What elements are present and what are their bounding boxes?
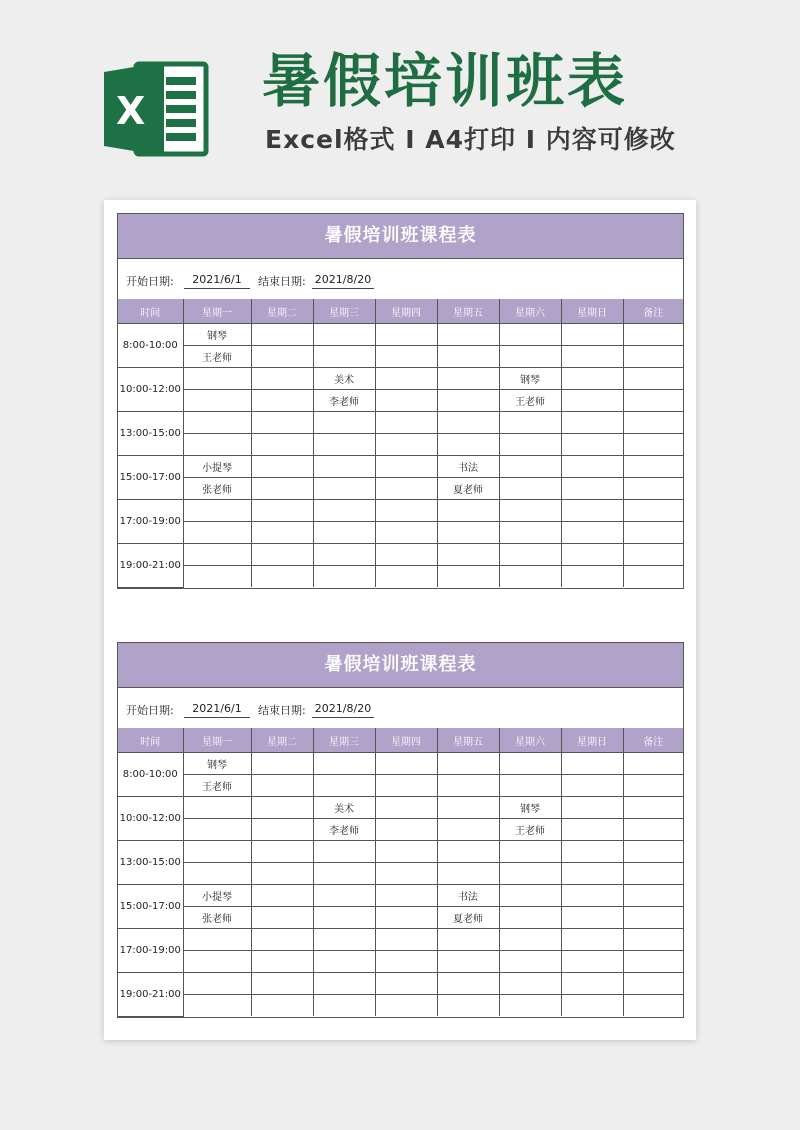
schedule-cell[interactable]: 钢琴 — [499, 368, 561, 390]
schedule-cell[interactable] — [183, 841, 251, 863]
table-row — [118, 973, 683, 995]
time-slot-cell[interactable]: 19:00-21:00 — [118, 973, 183, 1017]
schedule-cell[interactable] — [251, 973, 313, 995]
schedule-cell[interactable] — [623, 929, 683, 951]
schedule-cell[interactable] — [313, 434, 375, 456]
schedule-cell[interactable] — [561, 500, 623, 522]
column-header: 星期五 — [437, 299, 499, 324]
schedule-cell[interactable] — [437, 434, 499, 456]
schedule-cell[interactable] — [375, 566, 437, 588]
schedule-cell[interactable] — [251, 390, 313, 412]
schedule-cell[interactable] — [561, 456, 623, 478]
schedule-cell[interactable] — [251, 863, 313, 885]
schedule-cell[interactable] — [375, 951, 437, 973]
schedule-cell[interactable] — [313, 412, 375, 434]
column-header: 备注 — [623, 299, 683, 324]
schedule-cell[interactable] — [313, 324, 375, 346]
schedule-cell[interactable] — [313, 522, 375, 544]
schedule-cell[interactable] — [313, 973, 375, 995]
schedule-cell[interactable] — [561, 841, 623, 863]
schedule-cell[interactable] — [623, 951, 683, 973]
schedule-cell[interactable] — [375, 346, 437, 368]
schedule-cell[interactable] — [499, 841, 561, 863]
schedule-cell[interactable] — [561, 390, 623, 412]
column-header: 星期一 — [183, 299, 251, 324]
document-paper — [104, 200, 696, 1040]
schedule-cell[interactable]: 书法 — [437, 885, 499, 907]
schedule-cell[interactable] — [183, 819, 251, 841]
schedule-cell[interactable] — [561, 819, 623, 841]
schedule-cell[interactable] — [499, 753, 561, 775]
schedule-table-1 — [117, 213, 684, 589]
date-row — [118, 259, 683, 299]
table-row — [118, 566, 683, 588]
schedule-cell[interactable]: 钢琴 — [183, 324, 251, 346]
schedule-cell[interactable] — [313, 951, 375, 973]
schedule-cell[interactable] — [561, 368, 623, 390]
schedule-grid — [118, 728, 683, 1017]
schedule-cell[interactable] — [437, 819, 499, 841]
schedule-cell[interactable] — [623, 995, 683, 1017]
schedule-cell[interactable] — [251, 775, 313, 797]
table-row — [118, 324, 683, 346]
schedule-cell[interactable] — [375, 522, 437, 544]
time-slot-cell[interactable]: 19:00-21:00 — [118, 544, 183, 588]
schedule-cell[interactable]: 美术 — [313, 797, 375, 819]
date-row — [118, 688, 683, 728]
schedule-cell[interactable] — [561, 863, 623, 885]
column-header: 备注 — [623, 728, 683, 753]
schedule-cell[interactable] — [375, 368, 437, 390]
schedule-cell[interactable] — [437, 412, 499, 434]
schedule-cell[interactable] — [375, 544, 437, 566]
schedule-cell[interactable] — [623, 907, 683, 929]
table-row — [118, 412, 683, 434]
schedule-cell[interactable]: 张老师 — [183, 478, 251, 500]
schedule-cell[interactable]: 钢琴 — [499, 797, 561, 819]
column-header: 星期日 — [561, 299, 623, 324]
schedule-cell[interactable] — [623, 324, 683, 346]
schedule-cell[interactable] — [437, 797, 499, 819]
schedule-cell[interactable] — [437, 500, 499, 522]
column-header: 星期三 — [313, 728, 375, 753]
schedule-cell[interactable]: 张老师 — [183, 907, 251, 929]
column-header: 星期四 — [375, 728, 437, 753]
schedule-cell[interactable] — [623, 753, 683, 775]
banner-title: 暑假培训班表 — [262, 47, 629, 115]
schedule-cell[interactable] — [437, 753, 499, 775]
schedule-cell[interactable] — [183, 368, 251, 390]
table-row — [118, 390, 683, 412]
schedule-cell[interactable] — [313, 500, 375, 522]
schedule-cell[interactable] — [623, 819, 683, 841]
end-date-value[interactable]: 2021/8/20 — [312, 273, 374, 289]
column-header: 星期三 — [313, 299, 375, 324]
schedule-table-2 — [117, 642, 684, 1018]
schedule-cell[interactable] — [375, 753, 437, 775]
schedule-cell[interactable] — [437, 841, 499, 863]
schedule-cell[interactable] — [313, 885, 375, 907]
schedule-cell[interactable] — [183, 500, 251, 522]
table-row — [118, 478, 683, 500]
schedule-cell[interactable] — [251, 434, 313, 456]
end-date-label: 结束日期: — [258, 275, 306, 288]
schedule-cell[interactable] — [561, 346, 623, 368]
table-row — [118, 885, 683, 907]
schedule-cell[interactable]: 小提琴 — [183, 885, 251, 907]
schedule-cell[interactable] — [561, 995, 623, 1017]
schedule-cell[interactable] — [623, 544, 683, 566]
schedule-cell[interactable] — [313, 456, 375, 478]
schedule-cell[interactable] — [623, 456, 683, 478]
column-header: 星期六 — [499, 728, 561, 753]
schedule-cell[interactable] — [251, 346, 313, 368]
schedule-cell[interactable] — [499, 566, 561, 588]
schedule-cell[interactable] — [313, 929, 375, 951]
schedule-cell[interactable] — [561, 907, 623, 929]
schedule-cell[interactable] — [499, 324, 561, 346]
schedule-cell[interactable] — [499, 544, 561, 566]
schedule-cell[interactable] — [183, 973, 251, 995]
table-row — [118, 368, 683, 390]
table-row — [118, 456, 683, 478]
schedule-cell[interactable] — [375, 324, 437, 346]
schedule-cell[interactable] — [183, 951, 251, 973]
schedule-cell[interactable] — [251, 500, 313, 522]
schedule-cell[interactable] — [561, 324, 623, 346]
schedule-cell[interactable]: 李老师 — [313, 819, 375, 841]
schedule-cell[interactable] — [313, 478, 375, 500]
table-row — [118, 500, 683, 522]
time-slot-cell[interactable]: 15:00-17:00 — [118, 456, 183, 500]
column-header: 星期日 — [561, 728, 623, 753]
schedule-cell[interactable] — [561, 412, 623, 434]
schedule-title: 暑假培训班课程表 — [118, 643, 683, 688]
schedule-cell[interactable]: 王老师 — [183, 775, 251, 797]
schedule-cell[interactable] — [251, 456, 313, 478]
schedule-grid — [118, 299, 683, 588]
time-slot-cell[interactable]: 13:00-15:00 — [118, 412, 183, 456]
column-header: 星期二 — [251, 299, 313, 324]
schedule-cell[interactable] — [251, 841, 313, 863]
schedule-cell[interactable] — [183, 797, 251, 819]
schedule-cell[interactable] — [183, 390, 251, 412]
schedule-cell[interactable] — [313, 863, 375, 885]
schedule-cell[interactable] — [623, 500, 683, 522]
schedule-cell[interactable] — [499, 973, 561, 995]
schedule-cell[interactable] — [561, 951, 623, 973]
schedule-cell[interactable] — [623, 973, 683, 995]
header-row — [118, 728, 683, 753]
schedule-cell[interactable] — [437, 995, 499, 1017]
time-slot-cell[interactable]: 13:00-15:00 — [118, 841, 183, 885]
schedule-cell[interactable] — [375, 907, 437, 929]
column-header: 时间 — [118, 728, 183, 753]
schedule-cell[interactable] — [623, 346, 683, 368]
table-row — [118, 775, 683, 797]
table-row — [118, 434, 683, 456]
schedule-cell[interactable] — [499, 775, 561, 797]
schedule-cell[interactable]: 书法 — [437, 456, 499, 478]
schedule-cell[interactable] — [375, 885, 437, 907]
schedule-cell[interactable] — [561, 753, 623, 775]
schedule-cell[interactable] — [561, 885, 623, 907]
schedule-cell[interactable] — [561, 522, 623, 544]
schedule-cell[interactable] — [437, 775, 499, 797]
schedule-cell[interactable] — [561, 973, 623, 995]
schedule-cell[interactable] — [623, 478, 683, 500]
schedule-cell[interactable]: 钢琴 — [183, 753, 251, 775]
column-header: 星期六 — [499, 299, 561, 324]
table-row — [118, 995, 683, 1017]
schedule-cell[interactable] — [561, 566, 623, 588]
schedule-cell[interactable] — [251, 819, 313, 841]
schedule-cell[interactable] — [623, 797, 683, 819]
schedule-cell[interactable] — [437, 973, 499, 995]
schedule-cell[interactable] — [313, 995, 375, 1017]
schedule-cell[interactable] — [313, 907, 375, 929]
schedule-cell[interactable] — [375, 841, 437, 863]
schedule-cell[interactable] — [251, 951, 313, 973]
schedule-cell[interactable] — [561, 775, 623, 797]
table-row — [118, 544, 683, 566]
column-header: 星期一 — [183, 728, 251, 753]
table-row — [118, 951, 683, 973]
schedule-cell[interactable] — [437, 522, 499, 544]
excel-logo-icon — [102, 60, 210, 158]
schedule-cell[interactable] — [183, 995, 251, 1017]
table-row — [118, 907, 683, 929]
schedule-cell[interactable] — [313, 346, 375, 368]
schedule-cell[interactable] — [499, 346, 561, 368]
schedule-cell[interactable] — [375, 500, 437, 522]
start-date-value[interactable]: 2021/6/1 — [184, 702, 250, 718]
schedule-cell[interactable] — [251, 566, 313, 588]
schedule-cell[interactable] — [251, 797, 313, 819]
schedule-cell[interactable] — [499, 478, 561, 500]
schedule-cell[interactable] — [375, 775, 437, 797]
schedule-cell[interactable] — [375, 863, 437, 885]
time-slot-cell[interactable]: 10:00-12:00 — [118, 368, 183, 412]
time-slot-cell[interactable]: 17:00-19:00 — [118, 500, 183, 544]
start-date-label: 开始日期: — [126, 704, 174, 717]
schedule-cell[interactable] — [561, 797, 623, 819]
schedule-cell[interactable] — [375, 412, 437, 434]
schedule-cell[interactable] — [437, 863, 499, 885]
schedule-cell[interactable]: 夏老师 — [437, 907, 499, 929]
schedule-cell[interactable] — [183, 522, 251, 544]
schedule-cell[interactable] — [623, 566, 683, 588]
end-date-value[interactable]: 2021/8/20 — [312, 702, 374, 718]
schedule-cell[interactable] — [375, 797, 437, 819]
schedule-cell[interactable] — [251, 478, 313, 500]
schedule-cell[interactable] — [251, 929, 313, 951]
schedule-cell[interactable] — [251, 368, 313, 390]
schedule-cell[interactable] — [183, 434, 251, 456]
schedule-cell[interactable] — [183, 412, 251, 434]
schedule-cell[interactable] — [623, 775, 683, 797]
start-date-value[interactable]: 2021/6/1 — [184, 273, 250, 289]
schedule-cell[interactable] — [375, 390, 437, 412]
column-header: 星期二 — [251, 728, 313, 753]
schedule-cell[interactable] — [437, 346, 499, 368]
schedule-cell[interactable] — [499, 929, 561, 951]
schedule-cell[interactable] — [561, 544, 623, 566]
schedule-cell[interactable] — [251, 544, 313, 566]
time-slot-cell[interactable]: 10:00-12:00 — [118, 797, 183, 841]
schedule-cell[interactable] — [375, 478, 437, 500]
schedule-cell[interactable] — [437, 929, 499, 951]
excel-logo-letter: X — [116, 89, 146, 133]
schedule-cell[interactable] — [499, 863, 561, 885]
schedule-cell[interactable]: 美术 — [313, 368, 375, 390]
schedule-cell[interactable] — [313, 841, 375, 863]
table-row — [118, 753, 683, 775]
schedule-cell[interactable] — [375, 929, 437, 951]
schedule-cell[interactable] — [623, 368, 683, 390]
schedule-cell[interactable] — [499, 522, 561, 544]
schedule-cell[interactable]: 王老师 — [499, 390, 561, 412]
schedule-cell[interactable] — [437, 390, 499, 412]
schedule-cell[interactable] — [499, 434, 561, 456]
schedule-cell[interactable] — [623, 885, 683, 907]
schedule-cell[interactable] — [251, 522, 313, 544]
schedule-cell[interactable] — [623, 522, 683, 544]
schedule-cell[interactable] — [313, 775, 375, 797]
schedule-cell[interactable] — [437, 368, 499, 390]
end-date-label: 结束日期: — [258, 704, 306, 717]
schedule-cell[interactable] — [251, 907, 313, 929]
schedule-cell[interactable] — [499, 885, 561, 907]
schedule-cell[interactable] — [561, 929, 623, 951]
column-header: 时间 — [118, 299, 183, 324]
schedule-cell[interactable] — [437, 566, 499, 588]
schedule-cell[interactable] — [313, 544, 375, 566]
schedule-cell[interactable] — [623, 841, 683, 863]
schedule-cell[interactable] — [623, 390, 683, 412]
schedule-cell[interactable] — [561, 434, 623, 456]
schedule-cell[interactable]: 李老师 — [313, 390, 375, 412]
schedule-cell[interactable] — [499, 412, 561, 434]
table-row — [118, 841, 683, 863]
table-row — [118, 346, 683, 368]
schedule-cell[interactable]: 王老师 — [183, 346, 251, 368]
table-row — [118, 863, 683, 885]
schedule-cell[interactable] — [183, 863, 251, 885]
schedule-cell[interactable] — [313, 753, 375, 775]
schedule-cell[interactable] — [183, 566, 251, 588]
schedule-cell[interactable]: 小提琴 — [183, 456, 251, 478]
table-row — [118, 797, 683, 819]
schedule-cell[interactable] — [499, 500, 561, 522]
table-row — [118, 819, 683, 841]
time-slot-cell[interactable]: 15:00-17:00 — [118, 885, 183, 929]
schedule-cell[interactable] — [375, 973, 437, 995]
schedule-title: 暑假培训班课程表 — [118, 214, 683, 259]
schedule-cell[interactable] — [437, 324, 499, 346]
start-date-label: 开始日期: — [126, 275, 174, 288]
header-row — [118, 299, 683, 324]
schedule-cell[interactable] — [375, 819, 437, 841]
schedule-cell[interactable] — [437, 951, 499, 973]
schedule-cell[interactable]: 夏老师 — [437, 478, 499, 500]
schedule-cell[interactable] — [499, 907, 561, 929]
schedule-cell[interactable] — [499, 951, 561, 973]
schedule-cell[interactable] — [499, 995, 561, 1017]
schedule-cell[interactable] — [623, 863, 683, 885]
schedule-cell[interactable] — [251, 995, 313, 1017]
column-header: 星期四 — [375, 299, 437, 324]
table-row — [118, 522, 683, 544]
schedule-cell[interactable] — [251, 412, 313, 434]
time-slot-cell[interactable]: 8:00-10:00 — [118, 324, 183, 368]
schedule-cell[interactable] — [623, 412, 683, 434]
schedule-cell[interactable] — [183, 929, 251, 951]
schedule-cell[interactable] — [375, 434, 437, 456]
schedule-cell[interactable] — [251, 324, 313, 346]
table-row — [118, 929, 683, 951]
schedule-cell[interactable] — [313, 566, 375, 588]
schedule-cell[interactable] — [251, 753, 313, 775]
schedule-cell[interactable]: 王老师 — [499, 819, 561, 841]
schedule-cell[interactable] — [375, 456, 437, 478]
time-slot-cell[interactable]: 8:00-10:00 — [118, 753, 183, 797]
banner-subtitle: Excel格式 I A4打印 I 内容可修改 — [265, 125, 676, 154]
schedule-cell[interactable] — [561, 478, 623, 500]
schedule-cell[interactable] — [437, 544, 499, 566]
schedule-cell[interactable] — [499, 456, 561, 478]
column-header: 星期五 — [437, 728, 499, 753]
schedule-cell[interactable] — [251, 885, 313, 907]
time-slot-cell[interactable]: 17:00-19:00 — [118, 929, 183, 973]
schedule-cell[interactable] — [183, 544, 251, 566]
schedule-cell[interactable] — [623, 434, 683, 456]
schedule-cell[interactable] — [375, 995, 437, 1017]
